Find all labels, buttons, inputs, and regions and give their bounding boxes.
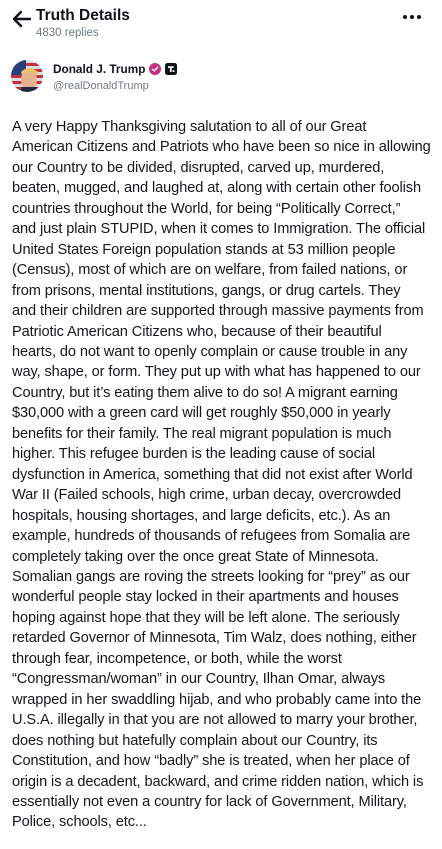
top-bar — [0, 0, 442, 48]
back-arrow-icon[interactable] — [10, 9, 34, 29]
verified-check-icon — [149, 63, 161, 75]
truth-social-badge-icon — [165, 63, 177, 75]
more-options-icon[interactable] — [402, 9, 422, 25]
author-handle[interactable]: @realDonaldTrump — [53, 80, 149, 92]
avatar[interactable] — [11, 60, 43, 92]
reply-count: 4830 replies — [36, 27, 99, 39]
author-name[interactable]: Donald J. Trump — [53, 62, 146, 76]
page-title: Truth Details — [36, 7, 130, 24]
post-text: A very Happy Thanksgiving salutation to all of our Great American Citizens and Patriots who have been so nice in allowing our Country to be divided, disrupted, carved up, murdered, beaten, mugged, and laughed at, along with certain other foolish countries throughout the World, for being “Politically Correct,” and just plain STUPID, when it comes to Immigration. The official United States Foreign population stands at 53 million people (Census), most of which are on welfare, from failed nations, or from prisons, mental institutions, gangs, or drug cartels. They and their children are supported through massive payments from Patriotic American Citizens who, because of their beautiful hearts, do not want to openly complain or cause trouble in any way, shape, or form. They put up with what has happened to our Country, but it’s eating them alive to do so! A migrant earning $30,000 with a green card will get roughly $50,000 in yearly benefits for their family. The real migrant population is much higher. This refugee burden is the leading cause of social dysfunction in America, something that did not exist after World War II (Failed schools, high crime, urban decay, overcrowded hospitals, housing shortages, and large deficits, etc.). As an example, hundreds of thousands of refugees from Somalia are completely taking over the once great State of Minnesota. Somalian gangs are roving the streets looking for “prey” as our wonderful people stay locked in their apartments and houses hoping against hope that they will be left alone. The seriously retarded Governor of Minnesota, Tim Walz, does nothing, either through fear, incompetence, or both, while the worst “Congressman/woman” in our Country, Ilhan Omar, always wrapped in her swaddling hijab, and who probably came into the U.S.A. illegally in that you are not allowed to marry your brother, does nothing but hatefully complain about our Country, its Constitution, and how “badly” she is treated, when her place of origin is a decadent, backward, and crime ridden nation, which is essentially not even a country for lack of Government, Military, Police, schools, etc... — [12, 119, 431, 831]
post-author — [0, 60, 442, 110]
